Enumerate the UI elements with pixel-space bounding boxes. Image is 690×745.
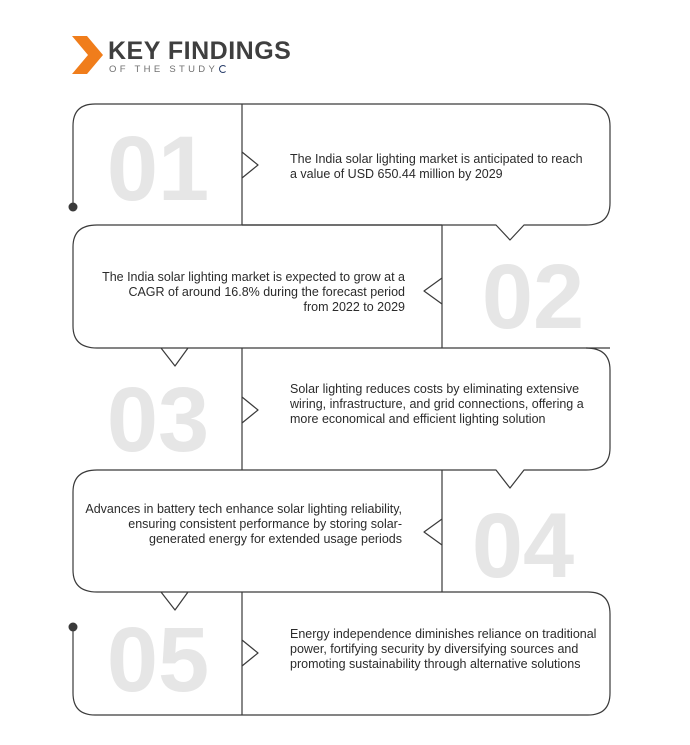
finding-text-05: Energy independence diminishes reliance on traditional power, fortifying security by diversifying sources and promoting sustainability through alternative solutions: [290, 627, 597, 671]
finding-text-02: The India solar lighting market is expected to grow at a CAGR of around 16.8% during the forecast period from 2022 to 2029: [102, 270, 405, 314]
finding-number-02: 02: [481, 246, 585, 348]
start-dot: [69, 203, 78, 212]
pointer-04: [424, 519, 442, 545]
pointer-02: [424, 278, 442, 304]
chevron-right-icon: [72, 36, 106, 76]
finding-number-05: 05: [106, 609, 210, 711]
finding-text-03: Solar lighting reduces costs by eliminating extensive wiring, infrastructure, and grid connections, offering a more economical and efficient lighting solution: [290, 382, 584, 426]
pointer-05: [242, 640, 258, 666]
finding-number-01: 01: [106, 118, 210, 220]
pointer-03: [242, 397, 258, 423]
finding-text-04: Advances in battery tech enhance solar lighting reliability, ensuring consistent performance by storing solar-generated energy for extended usage periods: [85, 502, 402, 546]
finding-number-03: 03: [106, 369, 210, 471]
pointer-01: [242, 152, 258, 178]
finding-text-01: The India solar lighting market is anticipated to reach a value of USD 650.44 million by 2029: [290, 152, 583, 181]
page-title: KEY FINDINGS: [108, 37, 292, 65]
finding-number-04: 04: [471, 495, 575, 597]
end-dot: [69, 623, 78, 632]
moon-icon: [219, 65, 227, 73]
heading-logo: [72, 36, 106, 81]
page-subtitle: OF THE STUDY: [109, 64, 227, 75]
